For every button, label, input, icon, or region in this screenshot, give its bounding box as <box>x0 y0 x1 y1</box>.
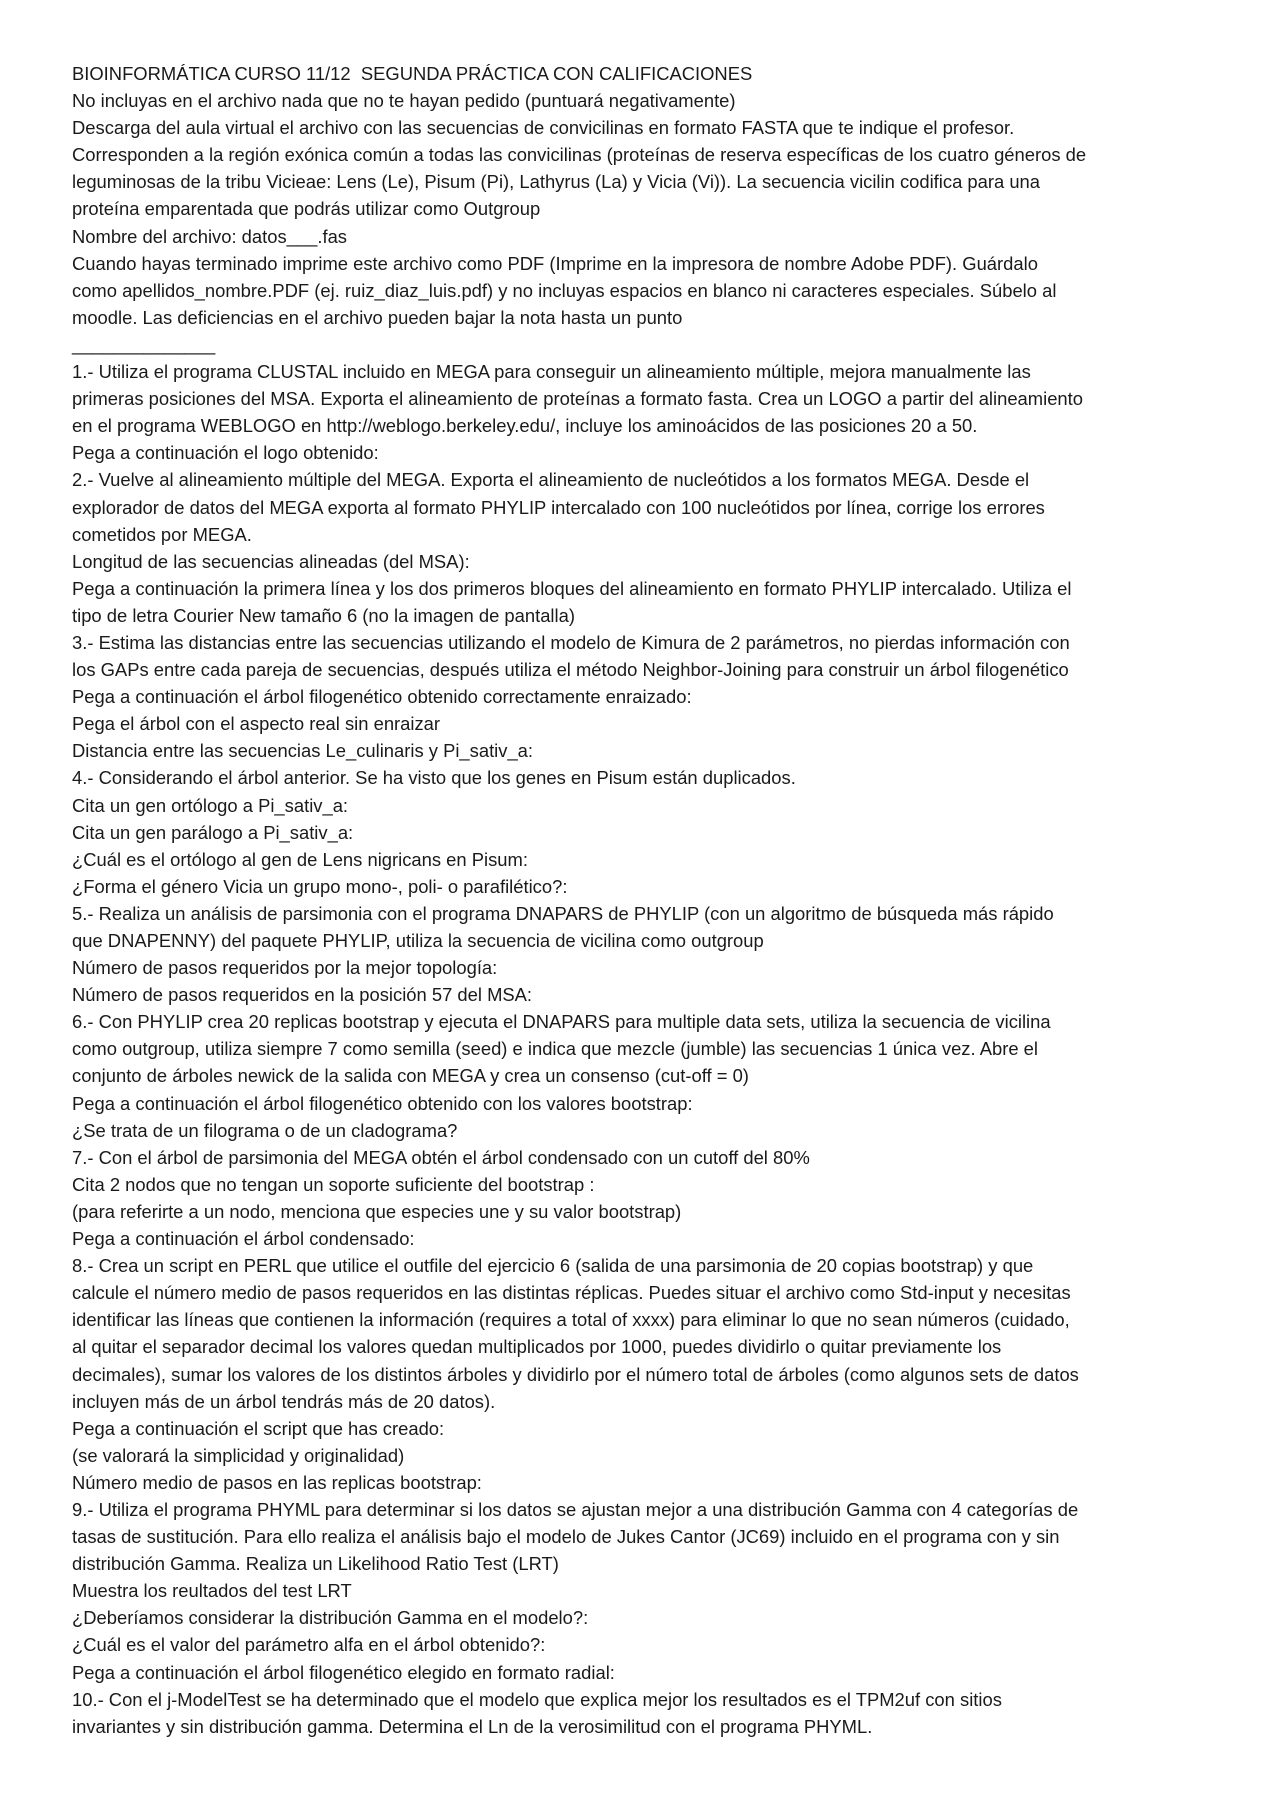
text-line: como apellidos_nombre.PDF (ej. ruiz_diaz_luis.pdf) y no incluyas espacios en blanco ni caracteres especiales. Súbelo al <box>72 279 1057 301</box>
text-line: leguminosas de la tribu Vicieae: Lens (Le), Pisum (Pi), Lathyrus (La) y Vicia (Vi)). La secuencia vicilin codifica para una <box>72 171 1041 193</box>
question-10: 10.- Con el j-ModelTest se ha determinado que el modelo que explica mejor los resultados es el TPM2uf con sitios <box>72 1688 1002 1710</box>
text-line: moodle. Las deficiencias en el archivo pueden bajar la nota hasta un punto <box>72 306 683 328</box>
question-4: 4.- Considerando el árbol anterior. Se ha visto que los genes en Pisum están duplicados. <box>72 767 796 789</box>
text-line: invariantes y sin distribución gamma. Determina el Ln de la verosimilitud con el programa PHYML. <box>72 1715 873 1737</box>
text-line: que DNAPENNY) del paquete PHYLIP, utiliza la secuencia de vicilina como outgroup <box>72 930 764 951</box>
text-line: incluyen más de un árbol tendrás más de 20 datos). <box>72 1390 496 1412</box>
text-line: primeras posiciones del MSA. Exporta el alineamiento de proteínas a formato fasta. Crea un LOGO a partir del alineamiento <box>72 388 1083 410</box>
text-line: proteína emparentada que podrás utilizar como Outgroup <box>72 198 541 220</box>
text-line: tipo de letra Courier New tamaño 6 (no la imagen de pantalla) <box>72 604 575 626</box>
text-line: Pega a continuación la primera línea y los dos primeros bloques del alineamiento en formato PHYLIP intercalado. Utiliza el <box>72 577 1072 599</box>
question-1: 1.- Utiliza el programa CLUSTAL incluido en MEGA para conseguir un alineamiento múltiple, mejora manualmente las <box>72 361 1031 383</box>
text-line: los GAPs entre cada pareja de secuencias, después utiliza el método Neighbor-Joining para construir un árbol filogenético <box>72 659 1069 681</box>
separator-line: ______________ <box>72 333 216 355</box>
text-line: conjunto de árboles newick de la salida con MEGA y crea un consenso (cut-off = 0) <box>72 1065 749 1087</box>
text-line: calcule el número medio de pasos requeridos en las distintas réplicas. Puedes situar el archivo como Std-input y necesitas <box>72 1282 1071 1304</box>
text-line: Pega el árbol con el aspecto real sin enraizar <box>72 713 441 735</box>
text-line: Nombre del archivo: datos___.fas <box>72 225 347 247</box>
document-title: BIOINFORMÁTICA CURSO 11/12 SEGUNDA PRÁCTICA CON CALIFICACIONES <box>72 63 753 84</box>
question-6: 6.- Con PHYLIP crea 20 replicas bootstrap y ejecuta el DNAPARS para multiple data sets, utiliza la secuencia de vicilina <box>72 1011 1051 1033</box>
text-line: ¿Cuál es el valor del parámetro alfa en el árbol obtenido?: <box>72 1634 546 1656</box>
text-line: (para referirte a un nodo, menciona que especies une y su valor bootstrap) <box>72 1200 682 1222</box>
document-page <box>72 60 1232 1740</box>
text-line: ¿Deberíamos considerar la distribución Gamma en el modelo?: <box>72 1607 589 1629</box>
text-line: Cuando hayas terminado imprime este archivo como PDF (Imprime en la impresora de nombre Adobe PDF). Guárdalo <box>72 252 1038 274</box>
text-line: Pega a continuación el árbol filogenético obtenido con los valores bootstrap: <box>72 1092 693 1114</box>
text-line: Pega a continuación el logo obtenido: <box>72 442 379 464</box>
text-line: Pega a continuación el script que has creado: <box>72 1417 445 1439</box>
text-line: Pega a continuación el árbol filogenético obtenido correctamente enraizado: <box>72 686 692 708</box>
text-line: Distancia entre las secuencias Le_culinaris y Pi_sativ_a: <box>72 740 534 762</box>
text-line: Corresponden a la región exónica común a todas las convicilinas (proteínas de reserva específicas de los cuatro géneros de <box>72 144 1087 166</box>
text-line: en el programa WEBLOGO en http://weblogo.berkeley.edu/, incluye los aminoácidos de las posiciones 20 a 50. <box>72 415 978 437</box>
text-line: No incluyas en el archivo nada que no te hayan pedido (puntuará negativamente) <box>72 90 736 112</box>
text-line: Número de pasos requeridos por la mejor topología: <box>72 957 498 979</box>
text-line: como outgroup, utiliza siempre 7 como semilla (seed) e indica que mezcle (jumble) las secuencias 1 única vez. Abre el <box>72 1038 1038 1060</box>
text-line: Cita un gen parálogo a Pi_sativ_a: <box>72 821 354 843</box>
text-line: cometidos por MEGA. <box>72 523 252 545</box>
text-line: distribución Gamma. Realiza un Likelihood Ratio Test (LRT) <box>72 1553 559 1575</box>
question-8: 8.- Crea un script en PERL que utilice el outfile del ejercicio 6 (salida de una parsimonia de 20 copias bootstrap) y que <box>72 1255 1034 1277</box>
text-line: Número de pasos requeridos en la posición 57 del MSA: <box>72 984 533 1006</box>
text-line: Pega a continuación el árbol filogenético elegido en formato radial: <box>72 1661 615 1683</box>
text-line: Longitud de las secuencias alineadas (del MSA): <box>72 550 470 572</box>
text-line: Cita 2 nodos que no tengan un soporte suficiente del bootstrap : <box>72 1173 595 1195</box>
question-5: 5.- Realiza un análisis de parsimonia con el programa DNAPARS de PHYLIP (con un algoritmo de búsqueda más rápido <box>72 902 1054 924</box>
question-3: 3.- Estima las distancias entre las secuencias utilizando el modelo de Kimura de 2 parámetros, no pierdas información con <box>72 631 1070 653</box>
text-line: ¿Se trata de un filograma o de un cladograma? <box>72 1119 458 1141</box>
text-line: Cita un gen ortólogo a Pi_sativ_a: <box>72 794 349 816</box>
text-line: ¿Cuál es el ortólogo al gen de Lens nigricans en Pisum: <box>72 848 528 870</box>
text-line: identificar las líneas que contienen la información (requires a total of xxxx) para eliminar lo que no sean números (cuidado, <box>72 1309 1070 1331</box>
text-line: Número medio de pasos en las replicas bootstrap: <box>72 1471 482 1493</box>
text-line: explorador de datos del MEGA exporta al formato PHYLIP intercalado con 100 nucleótidos por línea, corrige los errores <box>72 496 1045 518</box>
text-line: Descarga del aula virtual el archivo con las secuencias de convicilinas en formato FASTA que te indique el profesor. <box>72 117 1015 139</box>
question-7: 7.- Con el árbol de parsimonia del MEGA obtén el árbol condensado con un cutoff del 80% <box>72 1146 810 1168</box>
text-line: decimales), sumar los valores de los distintos árboles y dividirlo por el número total de árboles (como algunos sets de datos <box>72 1363 1079 1385</box>
text-line: Muestra los reultados del test LRT <box>72 1580 352 1602</box>
text-line: (se valorará la simplicidad y originalidad) <box>72 1444 405 1466</box>
text-line: tasas de sustitución. Para ello realiza el análisis bajo el modelo de Jukes Cantor (JC69) incluido en el programa con y sin <box>72 1526 1060 1548</box>
text-line: ¿Forma el género Vicia un grupo mono-, poli- o parafilético?: <box>72 875 568 897</box>
text-line: Pega a continuación el árbol condensado: <box>72 1228 415 1250</box>
question-9: 9.- Utiliza el programa PHYML para determinar si los datos se ajustan mejor a una distribución Gamma con 4 categorías de <box>72 1498 1079 1520</box>
question-2: 2.- Vuelve al alineamiento múltiple del MEGA. Exporta el alineamiento de nucleótidos a los formatos MEGA. Desde el <box>72 469 1030 491</box>
text-line: al quitar el separador decimal los valores quedan multiplicados por 1000, puedes dividirlo o quitar previamente los <box>72 1336 1002 1358</box>
